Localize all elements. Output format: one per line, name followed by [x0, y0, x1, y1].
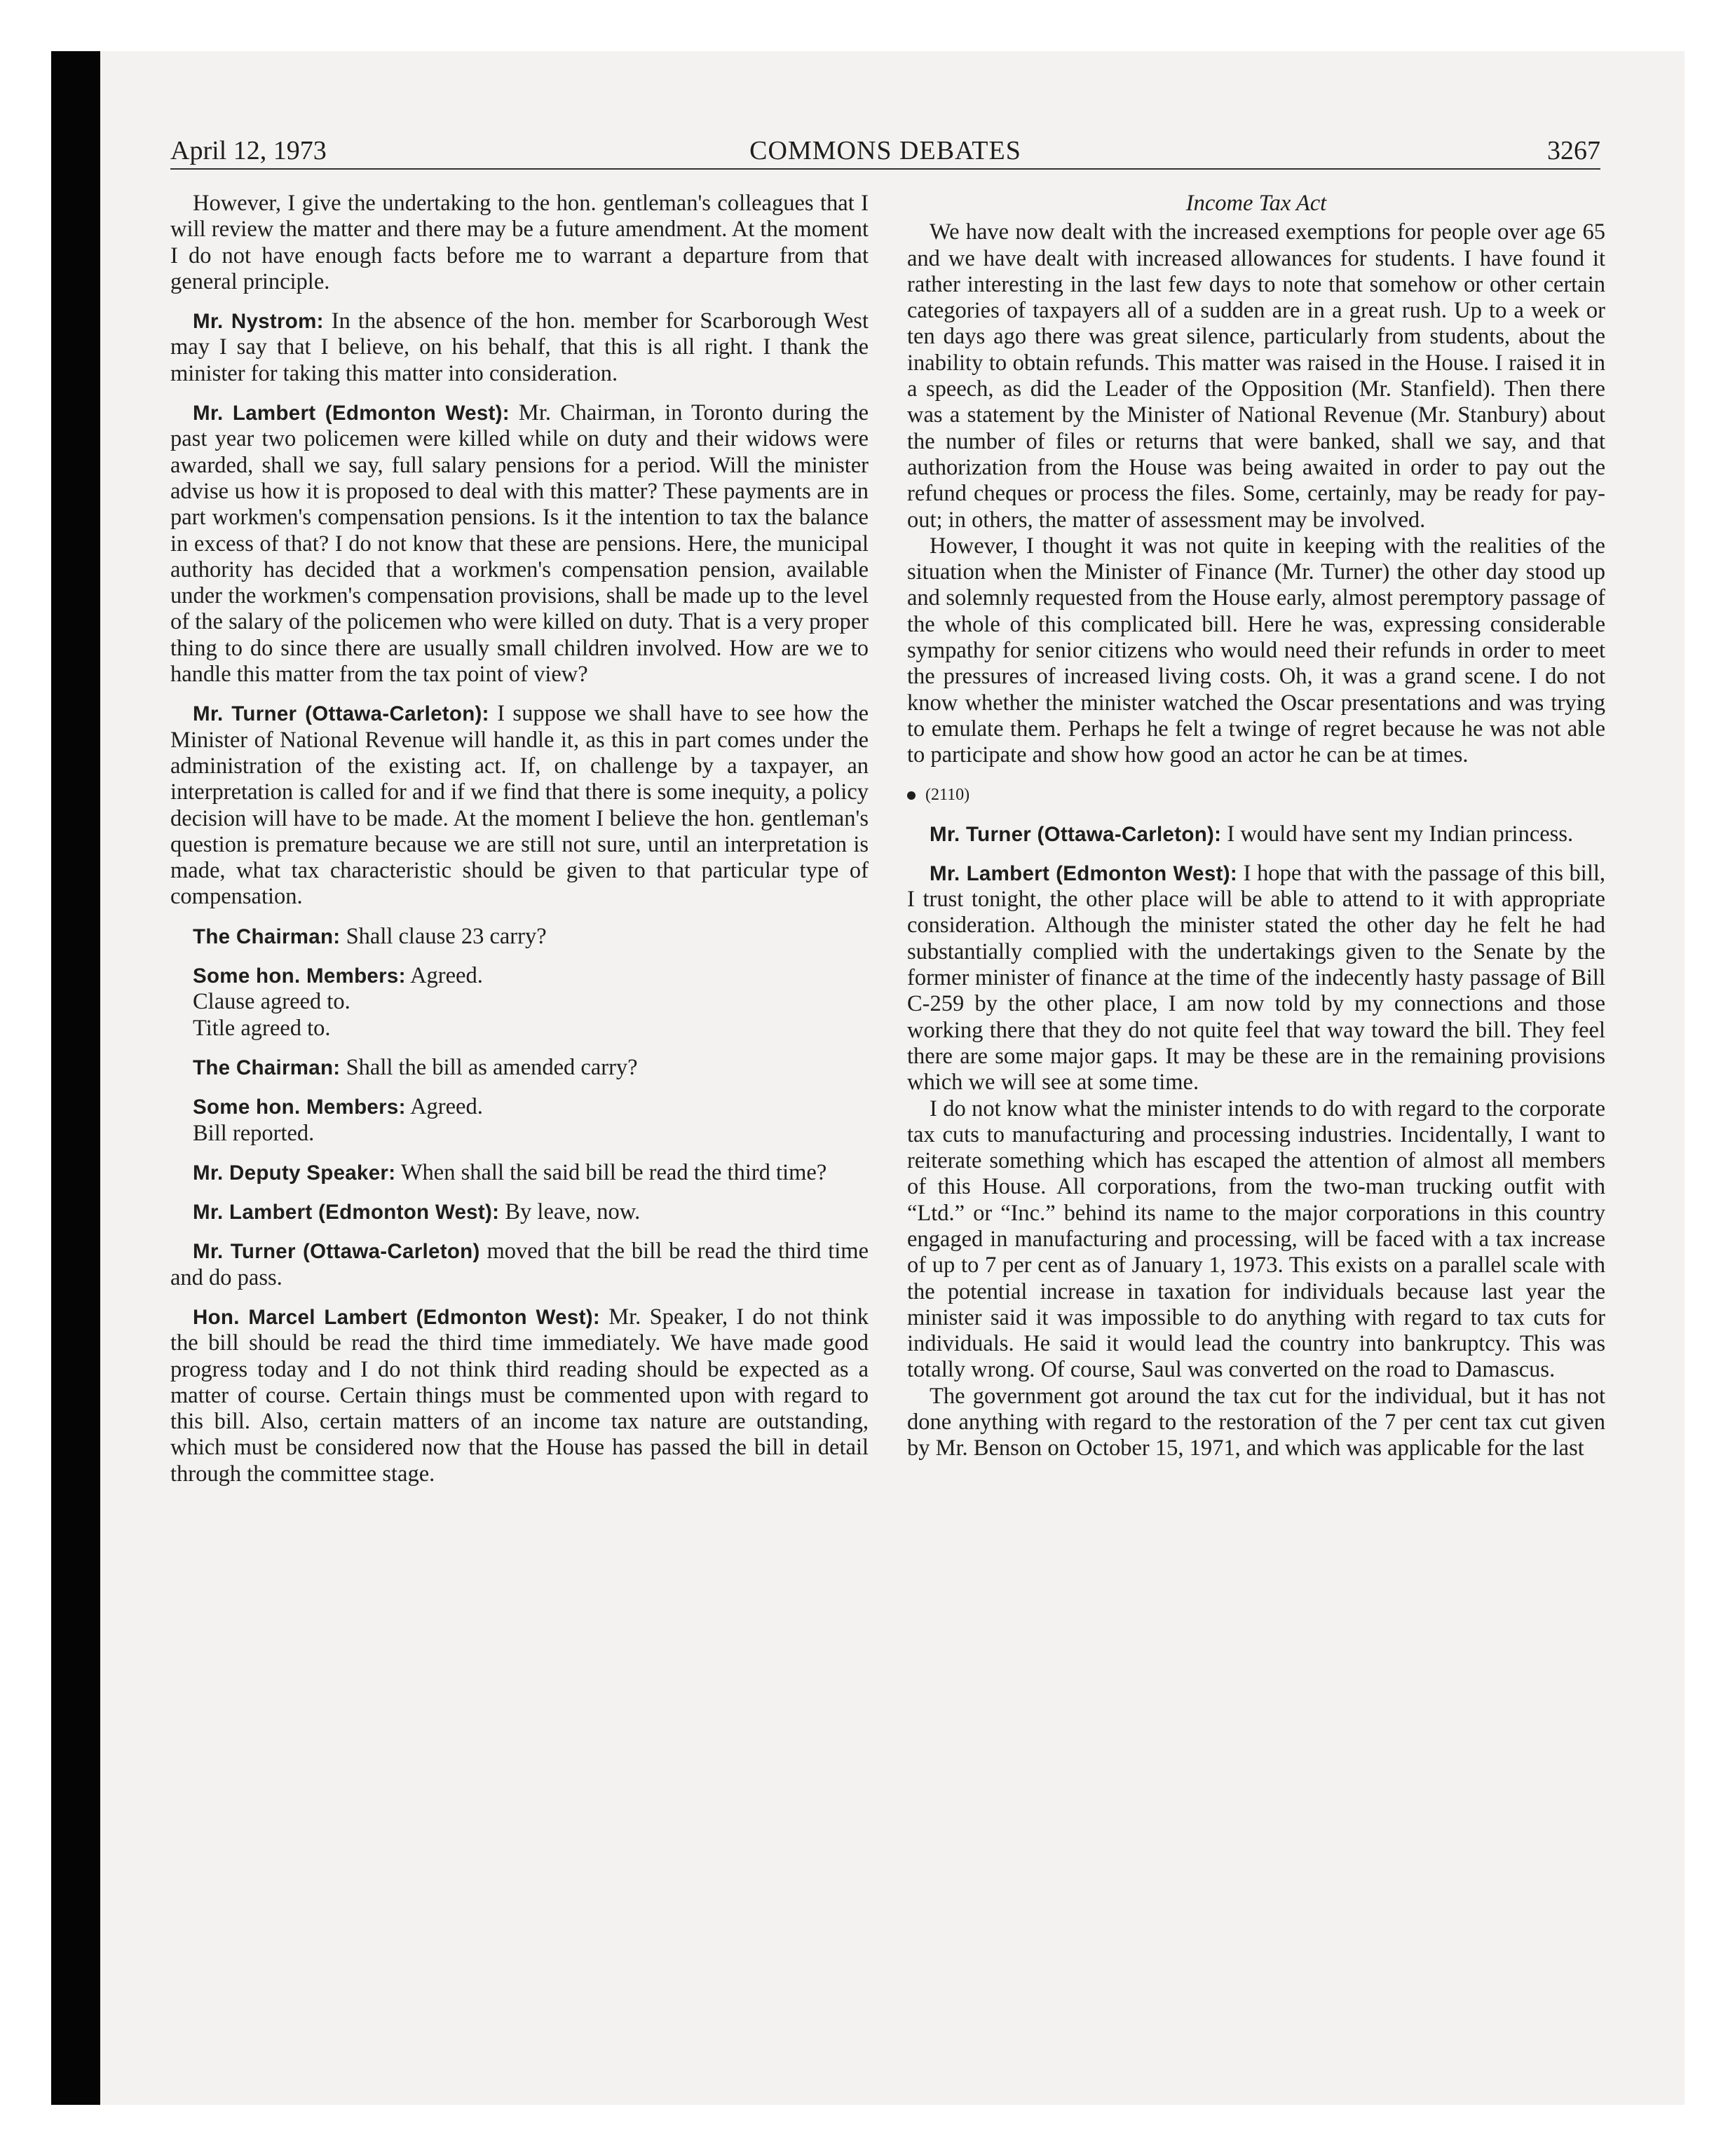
paragraph [907, 821, 1605, 847]
paragraph [907, 861, 1605, 1096]
paragraph-text: However, I give the undertaking to the hon. gentleman's colleagues that I will review the matter and there may be a future amendment. At the moment I do not have enough facts before me to warrant a departure from that general principle. [170, 191, 869, 294]
paragraph [170, 1016, 869, 1042]
paragraph [170, 1239, 869, 1291]
speaker-label: Hon. Marcel Lambert (Edmonton West): [193, 1305, 600, 1329]
paragraph-text: Shall clause 23 carry? [340, 923, 547, 949]
paragraph [170, 1094, 869, 1120]
time-marker-text: (2110) [925, 785, 970, 804]
paragraph [170, 1121, 869, 1147]
paragraph-text: By leave, now. [499, 1199, 641, 1225]
speaker-label: Mr. Lambert (Edmonton West): [930, 861, 1237, 885]
time-marker [907, 782, 1605, 808]
header-page-number: 3267 [1547, 136, 1600, 165]
right-column [907, 191, 1605, 1462]
paragraph-text: Shall the bill as amended carry? [340, 1054, 638, 1080]
header-title: COMMONS DEBATES [749, 136, 1021, 165]
speaker-label: Mr. Deputy Speaker: [193, 1161, 396, 1185]
bullet-dot-icon [907, 791, 916, 800]
left-column [170, 191, 869, 1487]
paragraph [170, 701, 869, 910]
paragraph-text: I suppose we shall have to see how the Minister of National Revenue will handle it, as this in part comes under the administration of the existing act. If, on challenge by a taxpayer, an interpretation is called for and if we find that there is some inequity, a policy decision will have to be made. At the moment I believe the hon. gentleman's question is premature because we are still not sure, until an interpretation is made, what tax characteristic should be given to that particular type of compensation. [170, 701, 869, 910]
page-header [170, 133, 1600, 170]
paragraph-text: When shall the said bill be read the third time? [395, 1159, 827, 1185]
speaker-label: Some hon. Members: [193, 1096, 406, 1119]
paragraph-text: However, I thought it was not quite in keeping with the realities of the situation when the Minister of Finance (Mr. Turner) the other day stood up and solemnly requested from the House early, almost peremptory passage of the whole of this complicated bill. Here he was, expressing considerable sympathy for senior citizens who would need their refunds in order to meet the pressures of increased living costs. Oh, it was a grand scene. I do not know whether the minister watched the Oscar presentations and was trying to emulate them. Perhaps he felt a twinge of regret because he was not able to participate and show how good an actor he can be at times. [907, 533, 1605, 768]
speaker-label: Mr. Turner (Ottawa-Carleton): [193, 702, 489, 726]
paragraph-text: Mr. Chairman, in Toronto during the past year two policemen were killed while on duty and their widows were awarded, shall we say, full salary pensions for a period. Will the minister advise us how it is proposed to deal with this matter? These payments are in part workmen's compensation pensions. Is it the intention to tax the balance in excess of that? I do not know that these are pensions. Here, the municipal authority has decided that a workmen's compensation pension, available under the workmen's compensation provisions, shall be made up to the level of the salary of the policemen who were killed on duty. That is a very proper thing to do since there are usually small children involved. How are we to handle this matter from the tax point of view? [170, 400, 869, 688]
speaker-label: Mr. Turner (Ottawa-Carleton): [930, 822, 1222, 846]
paragraph-text: Agreed. [405, 963, 483, 989]
paragraph [170, 1304, 869, 1487]
paragraph [907, 1096, 1605, 1384]
paragraph-text: I do not know what the minister intends to do with regard to the corporate tax cuts to manufacturing and processing industries. Incidentally, I want to reiterate something which has escaped the attention of almost all members of this House. All corporations, from the two-man trucking outfit with “Ltd.” or “Inc.” behind its name to the major corporations in this country engaged in manufacturing and processing, will be faced with a tax increase of up to 7 per cent as of January 1, 1973. This exists on a parallel scale with the potential increase in taxation for individuals because last year the minister said it was impossible to do anything with regard to tax cuts for individuals. He said it would lead the country into bankruptcy. This was totally wrong. Of course, Saul was converted on the road to Damascus. [907, 1096, 1605, 1383]
header-date: April 12, 1973 [170, 136, 327, 165]
paragraph [907, 219, 1605, 533]
speaker-label: Mr. Lambert (Edmonton West): [193, 402, 510, 425]
speaker-label: Some hon. Members: [193, 964, 406, 988]
paragraph-text: I would have sent my Indian princess. [1221, 821, 1574, 847]
speaker-label: Mr. Lambert (Edmonton West): [193, 1201, 500, 1224]
paragraph-text: Clause agreed to. [193, 989, 351, 1015]
paragraph [907, 533, 1605, 769]
paragraph-text: moved that the bill be read the third time and do pass. [170, 1239, 869, 1290]
speaker-label: The Chairman: [193, 1056, 341, 1079]
paragraph-text: I hope that with the passage of this bill, I trust tonight, the other place will be able to attend to it with appropriate consideration. Although the minister stated the other day he felt he had substantially complied with the undertakings given to the Senate by the former minister of finance at the time of the indecently hasty passage of Bill C-259 by the other place, I am now told by my connections and those working there that they do not quite feel that way toward the bill. They feel there are some major gaps. It may be these are in the remaining provisions which we will see at some time. [907, 860, 1606, 1096]
binding-edge [51, 51, 100, 2105]
paragraph-text: In the absence of the hon. member for Scarborough West may I say that I believe, on his behalf, that this is all right. I thank the minister for taking this matter into consideration. [170, 308, 869, 386]
paragraph [170, 400, 869, 688]
paragraph [170, 308, 869, 387]
paragraph [170, 989, 869, 1015]
running-title: Income Tax Act [1185, 191, 1327, 216]
paragraph-text: The government got around the tax cut for the individual, but it has not done anything with regard to the restoration of the 7 per cent tax cut given by Mr. Benson on October 15, 1971, and which was applicable for the last [907, 1383, 1605, 1461]
paragraph-text: Agreed. [405, 1094, 483, 1120]
paragraph [170, 1160, 869, 1186]
speaker-label: Mr. Turner (Ottawa-Carleton) [193, 1240, 480, 1264]
speaker-label: The Chairman: [193, 925, 341, 948]
paragraph [170, 191, 869, 295]
paragraph-text: Bill reported. [193, 1120, 315, 1146]
paragraph-text: Title agreed to. [193, 1015, 331, 1041]
paragraph-text: We have now dealt with the increased exemptions for people over age 65 and we have dealt with increased allowances for students. I have found it rather interesting in the last few days to note that somehow or other certain categories of taxpayers all of a sudden are in a great rush. Up to a week or ten days ago there was great silence, particularly from students, about the inability to obtain refunds. This matter was raised in the House. I raised it in a speech, as did the Leader of the Opposition (Mr. Stanfield). Then there was a statement by the Minister of National Revenue (Mr. Stanbury) about the number of files or returns that were banked, shall we say, and that authorization from the House was being awaited in order to pay out the refund cheques or process the files. Some, certainly, may be ready for pay-out; in others, the matter of assessment may be involved. [907, 219, 1605, 533]
paragraph [170, 1055, 869, 1081]
paragraph [170, 1199, 869, 1225]
paragraph [170, 924, 869, 950]
speaker-label: Mr. Nystrom: [193, 310, 324, 334]
paragraph-text: Mr. Speaker, I do not think the bill should be read the third time immediately. We have made good progress today and I do not think third reading should be expected as a matter of course. Certain things must be commented upon with regard to this bill. Also, certain matters of an income tax nature are outstanding, which must be considered now that the House has passed the bill in detail through the committee stage. [170, 1304, 869, 1487]
paragraph [170, 963, 869, 989]
paragraph [907, 1384, 1605, 1462]
